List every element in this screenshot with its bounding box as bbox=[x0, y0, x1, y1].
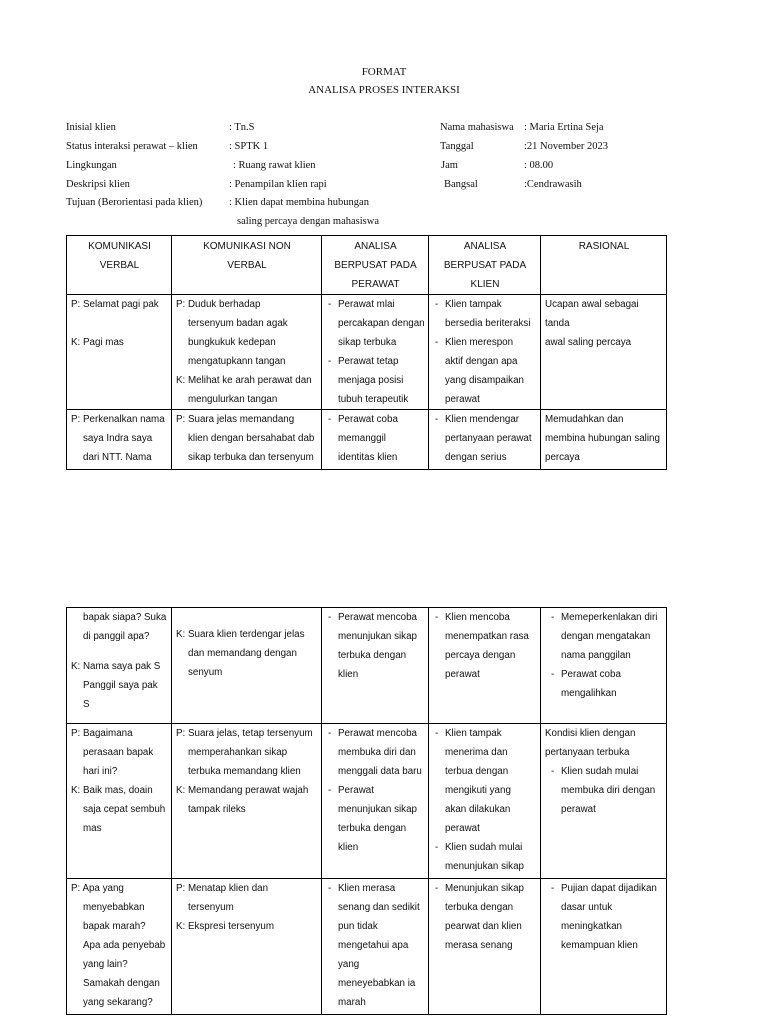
cell-line: terbuka dengan bbox=[338, 650, 407, 661]
deskripsi-value: : Penampilan klien rapi bbox=[229, 179, 327, 190]
analisa-perawat-cell bbox=[322, 295, 429, 410]
cell-line: K: Baik mas, doain bbox=[71, 785, 153, 796]
cell-line: S bbox=[83, 699, 90, 710]
tanggal-label: Tanggal bbox=[440, 141, 474, 152]
bullet-item: - Klien mendengar bbox=[433, 410, 537, 429]
interaction-table-part1 bbox=[66, 235, 667, 470]
cell-line: perawat bbox=[561, 804, 596, 815]
cell-line: menjaga posisi bbox=[338, 375, 404, 386]
bullet-item: - Perawat tetap bbox=[326, 352, 425, 371]
cell-line: di panggil apa? bbox=[83, 631, 150, 642]
cell-line: perawat bbox=[445, 823, 480, 834]
cell-line: akan dilakukan bbox=[445, 804, 511, 815]
bullet-item: - Klien merasa bbox=[326, 879, 425, 898]
cell-line: nama panggilan bbox=[561, 650, 631, 661]
cell-line: yang sekarang? bbox=[83, 997, 153, 1008]
cell-line: klien dengan bersahabat dab bbox=[188, 433, 315, 444]
spacer bbox=[71, 314, 168, 333]
cell-line: Apa ada penyebab bbox=[83, 940, 166, 951]
cell-line: dari NTT. Nama bbox=[83, 452, 152, 463]
cell-line: terbua dengan bbox=[445, 766, 509, 777]
inisial-label: Inisial klien bbox=[66, 122, 116, 133]
cell-line: mengetahui apa bbox=[338, 940, 409, 951]
table-header-row bbox=[67, 236, 667, 295]
analisa-perawat-cell bbox=[322, 410, 429, 470]
cell-line: bapak marah? bbox=[83, 921, 146, 932]
cell-line: P: Menatap klien dan bbox=[176, 883, 269, 894]
bullet-item: - Menunjukan sikap bbox=[433, 879, 537, 898]
cell-line: dengan serius bbox=[445, 452, 507, 463]
bullet-item: - Memeperkenlakan diri bbox=[549, 608, 663, 627]
header-analisa-perawat bbox=[322, 236, 429, 295]
document-title: ANALISA PROSES INTERAKSI bbox=[308, 84, 460, 96]
cell-line: tampak rileks bbox=[188, 804, 246, 815]
tujuan-label: Tujuan (Berorientasi pada klien) bbox=[66, 197, 203, 208]
cell-line: percakapan dengan bbox=[338, 318, 425, 329]
header-text: RASIONAL bbox=[578, 241, 630, 252]
bullet-item: - Klien sudah mulai bbox=[549, 762, 663, 781]
header-text: ANALISA bbox=[463, 241, 507, 252]
cell-line: perawat bbox=[445, 394, 480, 405]
cell-line: tubuh terapeutik bbox=[338, 394, 409, 405]
lingkungan-label: Lingkungan bbox=[66, 160, 117, 171]
cell-line: P: Suara jelas memandang bbox=[176, 414, 295, 425]
cell-line: aktif dengan apa bbox=[445, 356, 518, 367]
analisa-klien-cell bbox=[429, 724, 541, 879]
cell-line: pertanyaan perawat bbox=[445, 433, 532, 444]
table-row bbox=[67, 879, 667, 1015]
cell-line: tersenyum badan agak bbox=[188, 318, 288, 329]
bullet-item: - Perawat coba bbox=[326, 410, 425, 429]
rasional-cell bbox=[541, 608, 667, 724]
cell-line: mas bbox=[83, 823, 102, 834]
header-komunikasi-non-verbal bbox=[172, 236, 322, 295]
cell-line: marah bbox=[338, 997, 366, 1008]
bangsal-value: :Cendrawasih bbox=[524, 179, 582, 190]
cell-line: P: Selamat pagi pak bbox=[71, 299, 159, 310]
verbal-cell bbox=[67, 724, 172, 879]
tujuan-value-continued: saling percaya dengan mahasiswa bbox=[237, 216, 379, 227]
cell-line: awal saling percaya bbox=[545, 337, 632, 348]
cell-line: P: Duduk berhadap bbox=[176, 299, 261, 310]
cell-line: menunjukan sikap bbox=[445, 861, 524, 872]
bullet-item: - Klien merespon bbox=[433, 333, 537, 352]
analisa-perawat-cell bbox=[322, 879, 429, 1015]
header-text: KLIEN bbox=[470, 279, 500, 290]
header-text: ANALISA bbox=[354, 241, 397, 252]
cell-line: K: Pagi mas bbox=[71, 337, 124, 348]
bullet-item: - Klien sudah mulai bbox=[433, 838, 537, 857]
cell-line: menempatkan rasa bbox=[445, 631, 529, 642]
cell-line: klien bbox=[338, 669, 359, 680]
header-text: VERBAL bbox=[227, 260, 267, 271]
cell-line: menggali data baru bbox=[338, 766, 422, 777]
bullet-item: - Perawat mencoba bbox=[326, 608, 425, 627]
nonverbal-cell bbox=[172, 608, 322, 724]
status-value: : SPTK 1 bbox=[229, 141, 269, 152]
cell-line: sikap terbuka dan tersenyum bbox=[188, 452, 314, 463]
cell-line: membuka diri dan bbox=[338, 747, 416, 758]
cell-line: Memudahkan dan bbox=[545, 414, 624, 425]
cell-line: yang lain? bbox=[83, 959, 128, 970]
cell-line: P: Bagaimana bbox=[71, 728, 133, 739]
bangsal-label: Bangsal bbox=[444, 179, 478, 190]
table-row bbox=[67, 608, 667, 724]
tujuan-value: : Klien dapat membina hubungan bbox=[229, 197, 369, 208]
cell-line: bersedia beriteraksi bbox=[445, 318, 531, 329]
cell-line: mengulurkan tangan bbox=[188, 394, 278, 405]
analisa-perawat-cell bbox=[322, 608, 429, 724]
cell-line: tersenyum bbox=[188, 902, 234, 913]
cell-line: K: Nama saya pak S bbox=[71, 661, 161, 672]
cell-line: memperahankan sikap bbox=[188, 747, 288, 758]
bullet-item: - Perawat bbox=[326, 781, 425, 800]
cell-line: kemampuan klien bbox=[561, 940, 638, 951]
nonverbal-cell bbox=[172, 295, 322, 410]
bullet-item: - Perawat coba bbox=[549, 665, 663, 684]
table-row bbox=[67, 295, 667, 410]
table-row bbox=[67, 410, 667, 470]
cell-line: saya Indra saya bbox=[83, 433, 153, 444]
header-text: BERPUSAT PADA bbox=[334, 260, 417, 271]
cell-line: dengan mengatakan bbox=[561, 631, 651, 642]
cell-line: bapak siapa? Suka bbox=[83, 612, 167, 623]
bullet-item: - Pujian dapat dijadikan bbox=[549, 879, 663, 898]
cell-line: saja cepat sembuh bbox=[83, 804, 166, 815]
header-rasional bbox=[541, 236, 667, 295]
cell-line: Kondisi klien dengan bbox=[545, 728, 636, 739]
tanggal-value: :21 November 2023 bbox=[524, 141, 608, 152]
cell-line: merasa senang bbox=[445, 940, 513, 951]
rasional-cell bbox=[541, 410, 667, 470]
deskripsi-label: Deskripsi klien bbox=[66, 179, 130, 190]
nama-mahasiswa-value: : Maria Ertina Seja bbox=[524, 122, 604, 133]
cell-line: mengalihkan bbox=[561, 688, 617, 699]
format-heading: FORMAT bbox=[361, 66, 407, 78]
cell-line: P: Suara jelas, tetap tersenyum bbox=[176, 728, 313, 739]
verbal-cell bbox=[67, 608, 172, 724]
cell-line: terbuka memandang klien bbox=[188, 766, 301, 777]
cell-line: membina hubungan saling bbox=[545, 433, 660, 444]
analisa-klien-cell bbox=[429, 608, 541, 724]
cell-line: menunjukan sikap bbox=[338, 631, 417, 642]
cell-line: percaya bbox=[545, 452, 580, 463]
cell-line: perasaan bapak bbox=[83, 747, 154, 758]
cell-line: mengatupkann tangan bbox=[188, 356, 286, 367]
cell-line: K: Suara klien terdengar jelas bbox=[176, 629, 305, 640]
cell-line: hari ini? bbox=[83, 766, 118, 777]
jam-label: Jam bbox=[441, 160, 458, 171]
header-text: BERPUSAT PADA bbox=[443, 260, 527, 271]
header-analisa-klien bbox=[429, 236, 541, 295]
cell-line: K: Memandang perawat wajah bbox=[176, 785, 309, 796]
cell-line: pertanyaan terbuka bbox=[545, 747, 630, 758]
rasional-cell bbox=[541, 879, 667, 1015]
header-text: KOMUNIKASI bbox=[88, 241, 151, 252]
cell-line: K: Melihat ke arah perawat dan bbox=[176, 375, 312, 386]
jam-value: : 08.00 bbox=[524, 160, 554, 171]
verbal-cell bbox=[67, 410, 172, 470]
cell-line: sikap terbuka bbox=[338, 337, 397, 348]
cell-line: yang disampaikan bbox=[445, 375, 524, 386]
cell-line: pun tidak bbox=[338, 921, 378, 932]
cell-line: pearwat dan klien bbox=[445, 921, 522, 932]
cell-line: dasar untuk bbox=[561, 902, 613, 913]
cell-line: yang bbox=[338, 959, 360, 970]
header-text: KOMUNIKASI NON bbox=[203, 241, 291, 252]
bullet-item: - Klien mencoba bbox=[433, 608, 537, 627]
status-label: Status interaksi perawat – klien bbox=[66, 141, 198, 152]
cell-line: klien bbox=[338, 842, 359, 853]
cell-line: P: Apa yang bbox=[71, 883, 124, 894]
cell-line: terbuka dengan bbox=[445, 902, 514, 913]
nonverbal-cell bbox=[172, 724, 322, 879]
analisa-klien-cell bbox=[429, 410, 541, 470]
header-komunikasi-verbal bbox=[67, 236, 172, 295]
analisa-klien-cell bbox=[429, 295, 541, 410]
inisial-value: : Tn.S bbox=[229, 122, 255, 133]
rasional-cell bbox=[541, 295, 667, 410]
cell-line: percaya dengan bbox=[445, 650, 516, 661]
nama-mahasiswa-label: Nama mahasiswa bbox=[440, 122, 514, 133]
bullet-item: - Perawat mencoba bbox=[326, 724, 425, 743]
bullet-item: - Klien tampak bbox=[433, 295, 537, 314]
cell-line: P: Perkenalkan nama bbox=[71, 414, 165, 425]
cell-line: Samakah dengan bbox=[83, 978, 160, 989]
cell-line: senang dan sedikit bbox=[338, 902, 420, 913]
table-row bbox=[67, 724, 667, 879]
spacer bbox=[176, 608, 318, 625]
cell-line: meningkatkan bbox=[561, 921, 622, 932]
analisa-klien-cell bbox=[429, 879, 541, 1015]
nonverbal-cell bbox=[172, 879, 322, 1015]
header-text: PERAWAT bbox=[351, 279, 400, 290]
bullet-item: - Klien tampak bbox=[433, 724, 537, 743]
bullet-item: - Perawat mlai bbox=[326, 295, 425, 314]
cell-line: membuka diri dengan bbox=[561, 785, 656, 796]
rasional-cell bbox=[541, 724, 667, 879]
cell-line: bungkukuk kedepan bbox=[188, 337, 276, 348]
cell-line: memanggil bbox=[338, 433, 386, 444]
cell-line: identitas klien bbox=[338, 452, 398, 463]
lingkungan-value: : Ruang rawat klien bbox=[233, 160, 316, 171]
cell-line: senyum bbox=[188, 667, 223, 678]
header-text: VERBAL bbox=[99, 260, 140, 271]
verbal-cell bbox=[67, 295, 172, 410]
cell-line: meneyebabkan ia bbox=[338, 978, 416, 989]
cell-line: Ucapan awal sebagai tanda bbox=[545, 299, 639, 329]
spacer bbox=[71, 646, 168, 657]
interaction-table-part2 bbox=[66, 607, 667, 1015]
cell-line: dan memandang dengan bbox=[188, 648, 297, 659]
cell-line: Panggil saya pak bbox=[83, 680, 158, 691]
cell-line: menerima dan bbox=[445, 747, 508, 758]
cell-line: perawat bbox=[445, 669, 480, 680]
nonverbal-cell bbox=[172, 410, 322, 470]
cell-line: mengikuti yang bbox=[445, 785, 511, 796]
verbal-cell bbox=[67, 879, 172, 1015]
cell-line: K: Ekspresi tersenyum bbox=[176, 921, 275, 932]
analisa-perawat-cell bbox=[322, 724, 429, 879]
cell-line: terbuka dengan bbox=[338, 823, 407, 834]
cell-line: menunjukan sikap bbox=[338, 804, 417, 815]
cell-line: menyebabkan bbox=[83, 902, 145, 913]
